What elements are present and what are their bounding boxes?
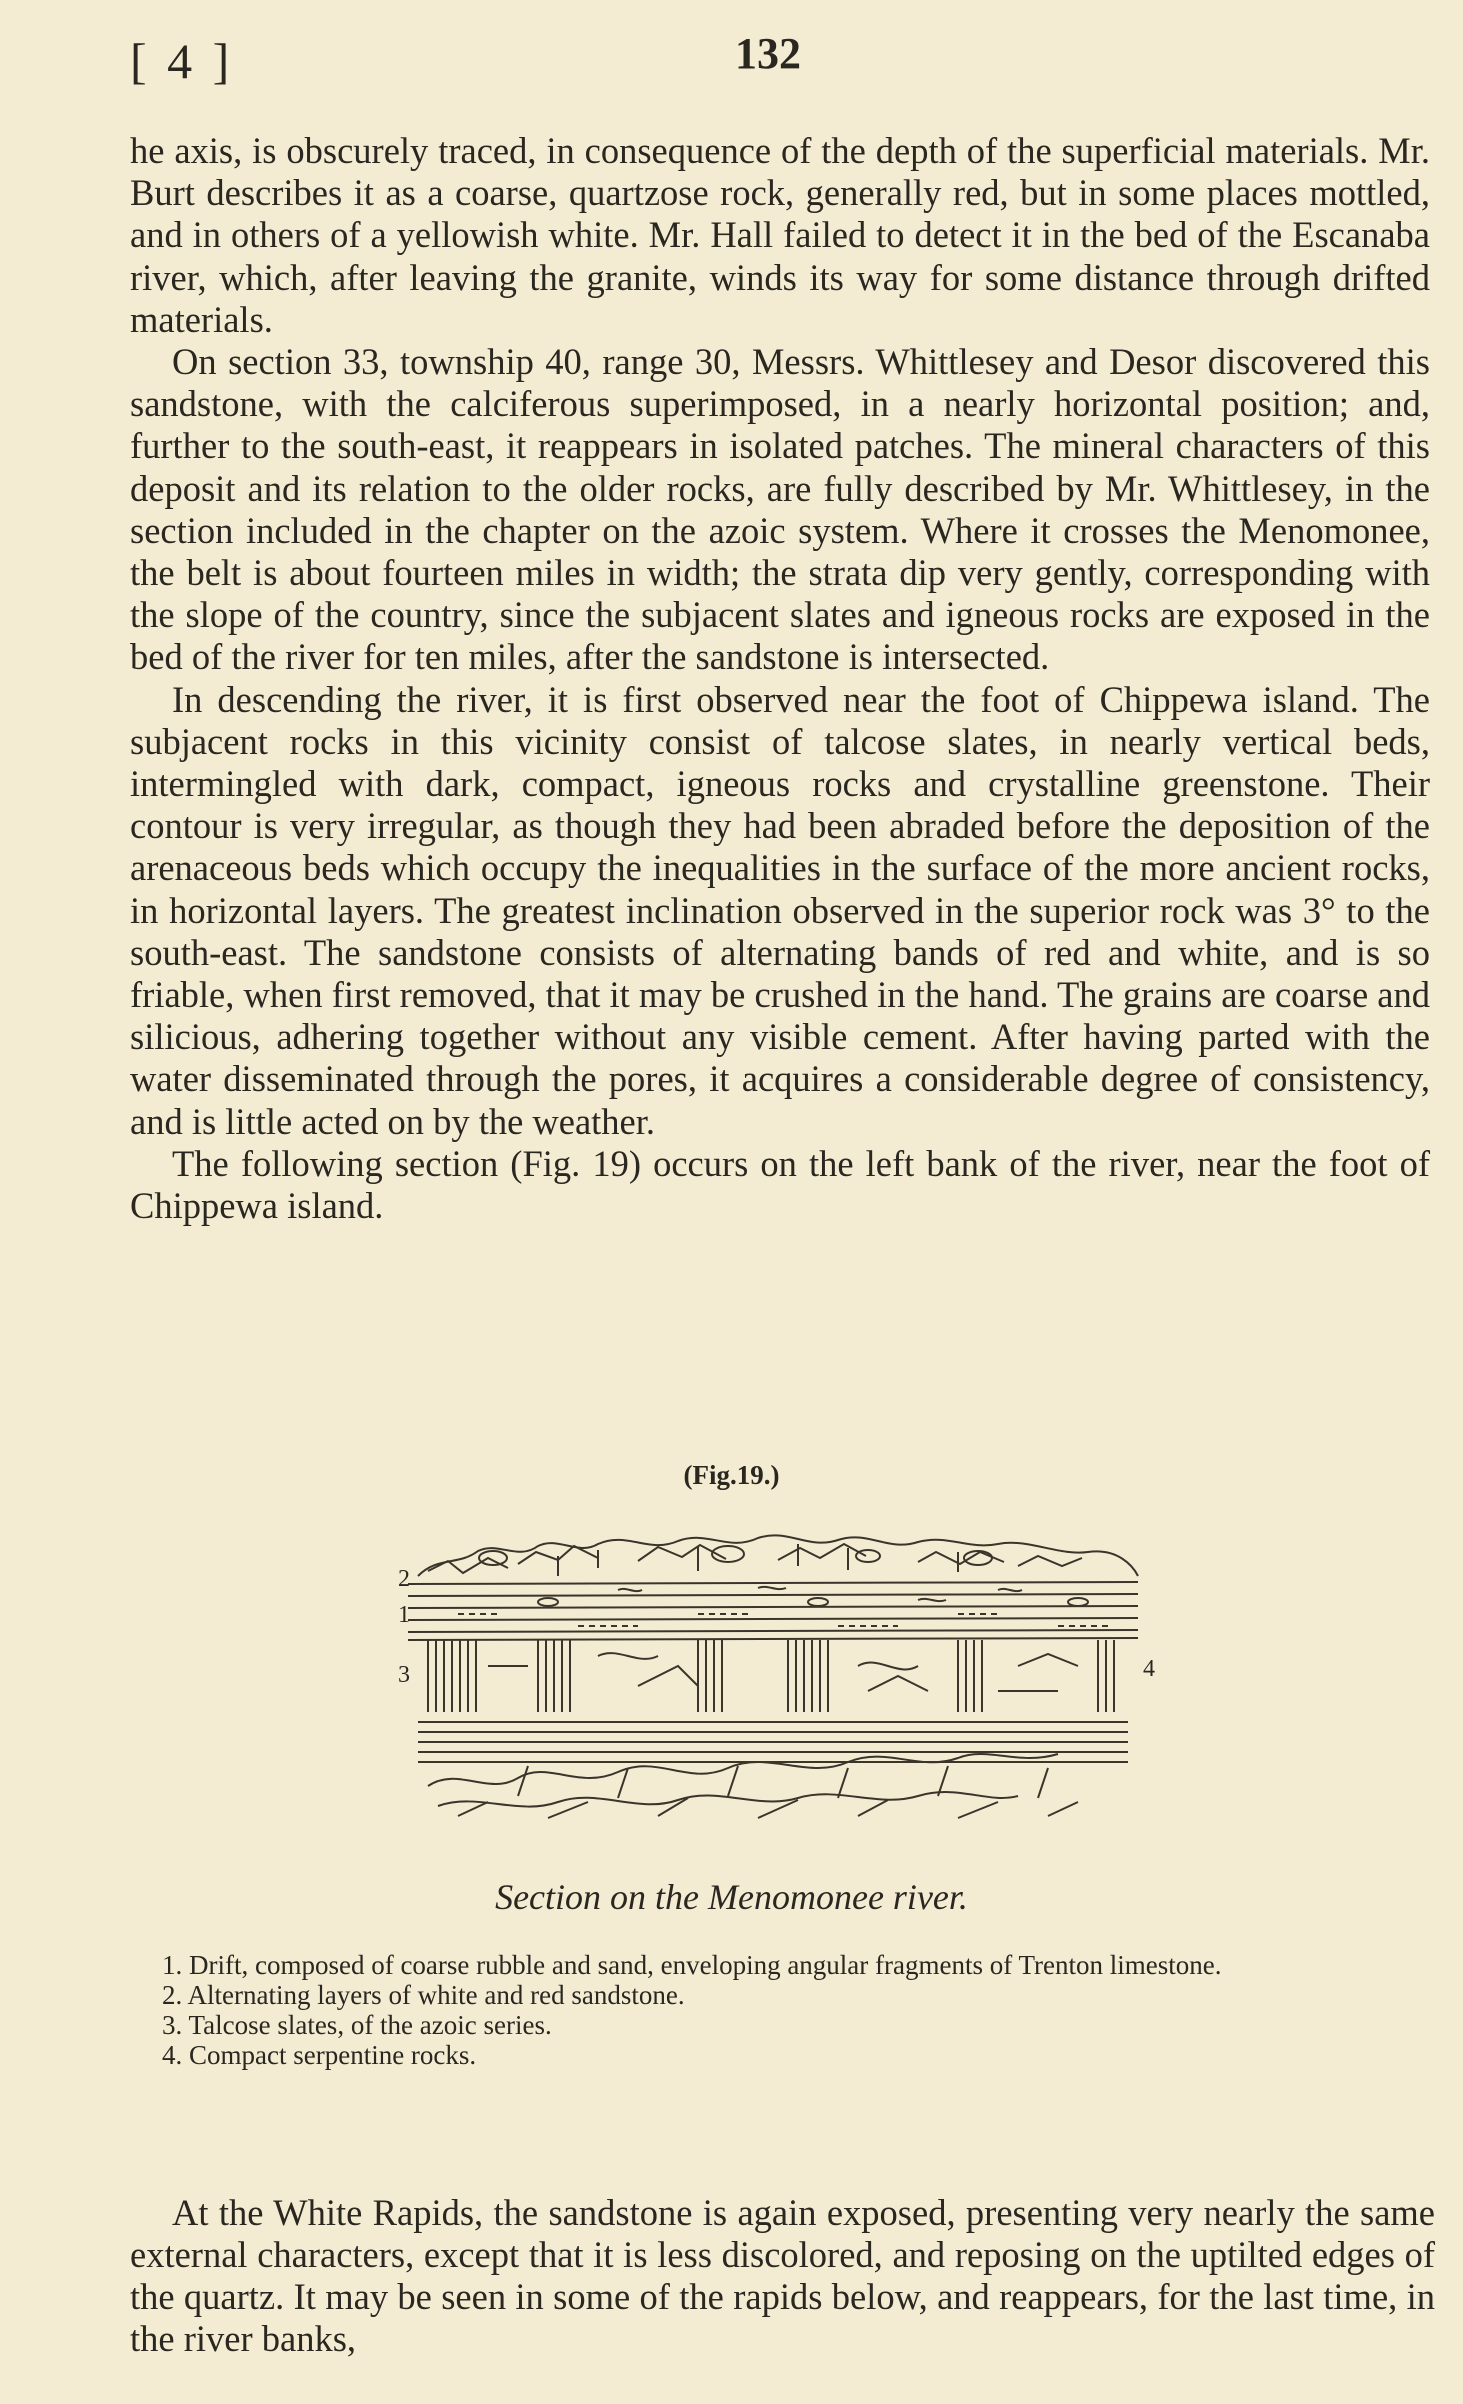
layer-number-3: 3 [398, 1662, 410, 1688]
page-header [0, 24, 1463, 94]
closing-paragraph: At the White Rapids, the sandstone is again exposed, presenting very nearly the same external characters, except that it is less discolored, and reposing on the uptilted edges of the quartz. It may be seen in some of the rapids below, and reappears, for the last time, in the river banks, [130, 2191, 1435, 2360]
sandstone-layer [408, 1582, 1138, 1632]
page-number: 132 [735, 29, 801, 78]
legend-item-1: 1. Drift, composed of coarse rubble and sand, enveloping angular fragments of Trenton limestone. [162, 1950, 1222, 1980]
figure-caption: Section on the Menomonee river. [495, 1877, 968, 1917]
layer-number-2: 2 [398, 1566, 410, 1592]
legend-item-2: 2. Alternating layers of white and red sandstone. [162, 1980, 685, 2010]
figure-label: (Fig.19.) [683, 1460, 780, 1490]
paragraph-4: The following section (Fig. 19) occurs on the left bank of the river, near the foot of Chippewa island. [130, 1142, 1430, 1227]
legend-item-3: 3. Talcose slates, of the azoic series. [162, 2010, 552, 2040]
paragraph-1: he axis, is obscurely traced, in consequence of the depth of the superficial materials. Mr. Burt describes it as a coarse, quartzose rock, generally red, but in some places mottled, and in others of a yellowish white. Mr. Hall failed to detect it in the bed of the Escanaba river, which, after leaving the granite, winds its way for some distance through drifted materials. [130, 130, 1430, 340]
body-text [130, 130, 1430, 1227]
legend-item-4: 4. Compact serpentine rocks. [162, 2040, 477, 2070]
paragraph-3: In descending the river, it is first observed near the foot of Chippewa island. The subjacent rocks in this vicinity consist of talcose slates, in nearly vertical beds, intermingled with dark, compact, igneous rocks and crystalline greenstone. Their contour is very irregular, as though they had been abraded before the deposition of the arenaceous beds which occupy the inequalities in the surface of the more ancient rocks, in horizontal layers. The greatest inclination observed in the superior rock was 3° to the south-east. The sandstone consists of alternating bands of red and white, and is so friable, when first removed, that it may be crushed in the hand. The grains are coarse and silicious, adhering together without any visible cement. After having parted with the water disseminated through the pores, it acquires a considerable degree of consistency, and is little acted on by the weather. [130, 678, 1430, 1142]
paragraph-2: On section 33, township 40, range 30, Messrs. Whittlesey and Desor discovered this sandstone, with the calciferous superimposed, in a nearly horizontal position; and, further to the south-east, it reappears in isolated patches. The mineral characters of this deposit and its relation to the older rocks, are fully described by Mr. Whittlesey, in the section included in the chapter on the azoic system. Where it crosses the Menomonee, the belt is about fourteen miles in width; the strata dip very gently, corresponding with the slope of the country, since the subjacent slates and igneous rocks are exposed in the bed of the river for ten miles, after the sandstone is intersected. [130, 341, 1430, 678]
talcose-slate-layer [408, 1638, 1138, 1712]
figure-legend [130, 1950, 1435, 2070]
layer-number-4: 4 [1143, 1656, 1155, 1682]
signature-mark: [ 4 ] [130, 33, 234, 89]
serpentine-layer [418, 1722, 1128, 1818]
geological-section-illustration [398, 1516, 1158, 1836]
drift-layer [418, 1535, 1138, 1576]
layer-number-1: 1 [398, 1602, 410, 1628]
